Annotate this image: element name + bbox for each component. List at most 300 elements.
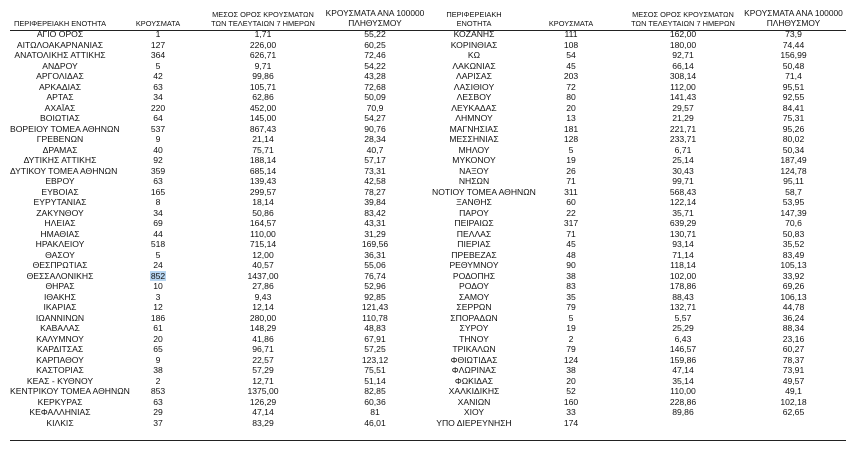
- cell-cases[interactable]: 20: [566, 375, 576, 386]
- cell-cases[interactable]: 174: [563, 417, 579, 428]
- cell-region[interactable]: ΧΙΟΥ: [463, 407, 485, 417]
- cell-region[interactable]: ΤΗΝΟΥ: [459, 333, 489, 344]
- cell-cases[interactable]: 65: [153, 344, 163, 354]
- cell-avg7[interactable]: 141,43: [669, 92, 697, 102]
- cell-region[interactable]: ΑΡΚΑΔΙΑΣ: [38, 81, 82, 92]
- cell-avg7[interactable]: 146,57: [669, 344, 697, 354]
- cell-per100k[interactable]: 92,85: [364, 291, 386, 302]
- cell-avg7[interactable]: 9,71: [254, 60, 272, 71]
- cell-per100k[interactable]: 73,91: [782, 365, 805, 375]
- cell-per100k[interactable]: 67,91: [364, 333, 386, 344]
- cell-cases[interactable]: 38: [566, 270, 576, 281]
- cell-cases[interactable]: 108: [563, 39, 579, 50]
- cell-avg7[interactable]: 1437,00: [247, 270, 279, 281]
- cell-avg7[interactable]: 139,43: [249, 176, 277, 186]
- cell-per100k[interactable]: 50,83: [782, 228, 805, 239]
- cell-per100k[interactable]: 81: [370, 407, 380, 417]
- cell-cases[interactable]: 35: [566, 291, 576, 302]
- cell-region[interactable]: ΗΜΑΘΙΑΣ: [40, 228, 80, 239]
- cell-region[interactable]: ΚΕΝΤΡΙΚΟΥ ΤΟΜΕΑ ΑΘΗΝΩΝ: [10, 386, 130, 396]
- cell-region[interactable]: ΛΕΣΒΟΥ: [456, 92, 492, 102]
- cell-per100k[interactable]: 54,22: [364, 60, 386, 71]
- cell-region[interactable]: ΧΑΝΙΩΝ: [457, 396, 491, 407]
- cell-region[interactable]: ΘΑΣΟΥ: [45, 249, 75, 260]
- cell-avg7[interactable]: 27,86: [252, 281, 274, 291]
- cell-avg7[interactable]: 228,86: [669, 396, 697, 407]
- cell-region[interactable]: ΘΗΡΑΣ: [45, 281, 75, 291]
- cell-avg7[interactable]: 105,71: [249, 81, 277, 92]
- cell-per100k[interactable]: 70,9: [366, 102, 384, 113]
- cell-region[interactable]: ΚΟΖΑΝΗΣ: [453, 29, 495, 39]
- cell-cases[interactable]: 38: [566, 365, 576, 375]
- cell-per100k[interactable]: 102,18: [780, 396, 807, 407]
- cell-cases[interactable]: 1: [155, 29, 161, 39]
- cell-region[interactable]: ΑΙΤΩΛΟΑΚΑΡΝΑΝΙΑΣ: [16, 39, 104, 50]
- cell-cases[interactable]: 3: [155, 291, 161, 302]
- cell-avg7[interactable]: 5,57: [674, 312, 692, 323]
- cell-region[interactable]: ΑΓΙΟ ΟΡΟΣ: [36, 29, 84, 39]
- cell-region[interactable]: ΕΥΡΥΤΑΝΙΑΣ: [33, 197, 87, 207]
- cell-avg7[interactable]: 112,00: [670, 81, 696, 92]
- cell-avg7[interactable]: [626, 418, 740, 429]
- cell-avg7[interactable]: 118,14: [670, 260, 696, 270]
- cell-cases[interactable]: 45: [566, 60, 576, 71]
- cell-avg7[interactable]: 1,71: [254, 29, 272, 39]
- cell-avg7[interactable]: 6,71: [674, 144, 692, 155]
- cell-region[interactable]: ΡΟΔΟΠΗΣ: [452, 270, 496, 281]
- cell-region[interactable]: ΡΟΔΟΥ: [459, 281, 489, 291]
- cell-avg7[interactable]: 188,14: [249, 155, 277, 165]
- cell-region[interactable]: ΕΥΒΟΙΑΣ: [41, 186, 79, 197]
- cell-region[interactable]: ΣΥΡΟΥ: [459, 323, 489, 333]
- cell-avg7[interactable]: 29,57: [672, 102, 694, 113]
- cell-avg7[interactable]: 226,00: [249, 39, 277, 50]
- cell-per100k[interactable]: 84,41: [782, 102, 805, 113]
- cell-per100k[interactable]: 55,06: [364, 260, 386, 270]
- cell-avg7[interactable]: 9,43: [254, 291, 272, 302]
- cell-region[interactable]: ΦΩΚΙΔΑΣ: [454, 375, 494, 386]
- cell-cases[interactable]: 63: [153, 396, 163, 407]
- cell-avg7[interactable]: 626,71: [249, 50, 277, 60]
- cell-cases[interactable]: 34: [153, 92, 163, 102]
- cell-avg7[interactable]: 66,14: [672, 60, 694, 71]
- cell-avg7[interactable]: 102,00: [669, 270, 697, 281]
- cell-avg7[interactable]: 685,14: [249, 165, 277, 176]
- cell-cases[interactable]: 8: [155, 197, 161, 207]
- cell-avg7[interactable]: 867,43: [249, 123, 277, 134]
- cell-per100k[interactable]: 36,31: [364, 249, 386, 260]
- cell-region[interactable]: ΚΑΒΑΛΑΣ: [40, 323, 80, 333]
- cell-region[interactable]: ΚΑΣΤΟΡΙΑΣ: [36, 365, 84, 375]
- cell-per100k[interactable]: 62,65: [782, 407, 805, 417]
- cell-cases[interactable]: 71: [566, 176, 576, 186]
- cell-region[interactable]: ΒΟΙΩΤΙΑΣ: [40, 113, 80, 123]
- cell-cases[interactable]: [110, 271, 206, 282]
- cell-region[interactable]: ΦΘΙΩΤΙΔΑΣ: [450, 354, 498, 365]
- cell-region[interactable]: ΞΑΝΘΗΣ: [456, 197, 492, 207]
- cell-region[interactable]: ΑΡΤΑΣ: [46, 92, 74, 102]
- cell-avg7[interactable]: 639,29: [669, 218, 697, 228]
- cell-per100k[interactable]: 71,4: [785, 71, 802, 81]
- cell-cases[interactable]: 33: [566, 407, 576, 417]
- cell-cases[interactable]: 29: [153, 407, 163, 417]
- cell-avg7[interactable]: 110,00: [670, 386, 696, 396]
- cell-cases[interactable]: 5: [568, 312, 574, 323]
- cell-region[interactable]: ΚΙΛΚΙΣ: [46, 417, 74, 428]
- cell-cases[interactable]: 83: [566, 281, 576, 291]
- cell-cases[interactable]: 518: [150, 239, 166, 249]
- cell-cases[interactable]: 92: [153, 155, 163, 165]
- cell-cases[interactable]: 61: [153, 323, 163, 333]
- cell-avg7[interactable]: 122,14: [669, 197, 697, 207]
- cell-per100k[interactable]: 54,27: [364, 113, 386, 123]
- cell-avg7[interactable]: 132,71: [669, 302, 697, 312]
- cell-avg7[interactable]: 178,86: [669, 281, 697, 291]
- cell-region[interactable]: ΜΥΚΟΝΟΥ: [452, 155, 496, 165]
- cell-region[interactable]: ΚΩ: [467, 50, 481, 60]
- cell-per100k[interactable]: 72,68: [364, 81, 386, 92]
- cell-region[interactable]: ΜΑΓΝΗΣΙΑΣ: [449, 123, 499, 134]
- cell-per100k[interactable]: 74,44: [782, 39, 805, 50]
- cell-avg7[interactable]: 99,86: [252, 71, 274, 81]
- cell-per100k[interactable]: 55,22: [364, 29, 386, 39]
- cell-region[interactable]: ΛΑΡΙΣΑΣ: [456, 71, 492, 81]
- cell-per100k[interactable]: 78,27: [364, 186, 386, 197]
- cell-avg7[interactable]: 233,71: [669, 134, 697, 144]
- cell-cases[interactable]: 19: [566, 155, 576, 165]
- cell-avg7[interactable]: 75,71: [252, 144, 274, 155]
- cell-per100k[interactable]: 187,49: [780, 155, 807, 165]
- cell-per100k[interactable]: 50,34: [782, 144, 805, 155]
- cell-region[interactable]: ΖΑΚΥΝΘΟΥ: [36, 207, 84, 218]
- cell-avg7[interactable]: 452,00: [249, 102, 277, 113]
- cell-per100k[interactable]: 50,48: [782, 60, 805, 71]
- cell-region[interactable]: ΚΕΡΚΥΡΑΣ: [37, 396, 83, 407]
- cell-cases[interactable]: 52: [566, 386, 576, 396]
- cell-cases[interactable]: 165: [150, 186, 166, 197]
- cell-cases[interactable]: 64: [153, 113, 163, 123]
- cell-cases[interactable]: 111: [564, 29, 578, 39]
- cell-cases[interactable]: 60: [566, 197, 576, 207]
- cell-per100k[interactable]: 70,6: [785, 218, 802, 228]
- cell-per100k[interactable]: 95,51: [782, 81, 805, 92]
- cell-avg7[interactable]: 35,71: [672, 207, 694, 218]
- cell-cases[interactable]: 69: [153, 218, 163, 228]
- cell-per100k[interactable]: 60,25: [364, 39, 386, 50]
- cell-per100k[interactable]: 83,49: [782, 249, 805, 260]
- cell-avg7[interactable]: 22,57: [252, 354, 274, 365]
- cell-avg7[interactable]: 180,00: [669, 39, 697, 50]
- cell-region[interactable]: ΛΕΥΚΑΔΑΣ: [451, 102, 497, 113]
- cell-cases[interactable]: 317: [563, 218, 579, 228]
- cell-region[interactable]: ΘΕΣΠΡΩΤΙΑΣ: [32, 260, 88, 270]
- cell-cases[interactable]: 26: [566, 165, 576, 176]
- cell-cases[interactable]: 127: [150, 39, 166, 50]
- cell-avg7[interactable]: 62,86: [252, 92, 274, 102]
- cell-cases[interactable]: 45: [566, 239, 576, 249]
- cell-cases[interactable]: 20: [153, 333, 163, 344]
- cell-per100k[interactable]: 82,85: [364, 386, 386, 396]
- cell-avg7[interactable]: 12,00: [252, 249, 274, 260]
- cell-region[interactable]: ΛΗΜΝΟΥ: [455, 113, 493, 123]
- cell-region[interactable]: ΚΕΑΣ - ΚΥΘΝΟΥ: [26, 375, 94, 386]
- cell-cases[interactable]: 537: [150, 123, 166, 134]
- cell-per100k[interactable]: 110,78: [362, 312, 388, 323]
- cell-region[interactable]: ΝΟΤΙΟΥ ΤΟΜΕΑ ΑΘΗΝΩΝ: [432, 186, 536, 197]
- cell-cases[interactable]: 124: [563, 354, 579, 365]
- cell-avg7[interactable]: 12,71: [252, 375, 274, 386]
- cell-avg7[interactable]: 83,29: [252, 417, 274, 428]
- cell-region[interactable]: ΑΧΑΪΑΣ: [44, 102, 76, 113]
- cell-cases[interactable]: 90: [566, 260, 576, 270]
- cell-per100k[interactable]: 60,36: [364, 396, 386, 407]
- cell-avg7[interactable]: 280,00: [249, 312, 277, 323]
- cell-per100k[interactable]: 92,55: [782, 92, 805, 102]
- cell-avg7[interactable]: 148,29: [249, 323, 277, 333]
- cell-cases[interactable]: 220: [150, 102, 166, 113]
- cell-avg7[interactable]: 99,71: [672, 176, 694, 186]
- cell-avg7[interactable]: 47,14: [672, 365, 694, 375]
- cell-region[interactable]: ΠΙΕΡΙΑΣ: [457, 239, 491, 249]
- cell-per100k[interactable]: 43,28: [364, 71, 386, 81]
- cell-cases[interactable]: 12: [153, 302, 163, 312]
- cell-per100k[interactable]: 90,76: [364, 123, 386, 134]
- cell-avg7[interactable]: 92,71: [672, 50, 694, 60]
- cell-region[interactable]: ΤΡΙΚΑΛΩΝ: [452, 344, 496, 354]
- cell-cases[interactable]: 5: [155, 60, 161, 71]
- cell-cases[interactable]: 40: [153, 144, 163, 155]
- cell-cases[interactable]: 63: [153, 81, 163, 92]
- cell-cases[interactable]: 79: [566, 302, 576, 312]
- cell-per100k[interactable]: 57,17: [364, 155, 386, 165]
- cell-avg7[interactable]: 88,43: [672, 291, 694, 302]
- cell-per100k[interactable]: 60,27: [782, 344, 805, 354]
- cell-region[interactable]: ΓΡΕΒΕΝΩΝ: [36, 134, 84, 144]
- cell-avg7[interactable]: 18,14: [252, 197, 274, 207]
- cell-cases[interactable]: 359: [150, 165, 166, 176]
- cell-cases[interactable]: 22: [566, 207, 576, 218]
- cell-avg7[interactable]: 50,86: [252, 207, 274, 218]
- cell-per100k[interactable]: 43,31: [364, 218, 386, 228]
- cell-cases[interactable]: 9: [155, 354, 161, 365]
- cell-per100k[interactable]: 169,56: [361, 239, 389, 249]
- cell-cases[interactable]: 9: [155, 134, 161, 144]
- cell-avg7[interactable]: 568,43: [669, 186, 697, 197]
- cell-region[interactable]: ΗΡΑΚΛΕΙΟΥ: [35, 239, 85, 249]
- cell-cases[interactable]: 34: [153, 207, 163, 218]
- cell-per100k[interactable]: [740, 418, 847, 429]
- cell-avg7[interactable]: 110,00: [250, 228, 276, 239]
- cell-per100k[interactable]: 75,31: [782, 113, 805, 123]
- cell-avg7[interactable]: 159,86: [669, 354, 697, 365]
- cell-cases[interactable]: 48: [566, 249, 576, 260]
- cell-cases[interactable]: 63: [153, 176, 163, 186]
- cell-avg7[interactable]: 1375,00: [247, 386, 279, 396]
- cell-per100k[interactable]: 83,42: [364, 207, 386, 218]
- cell-region[interactable]: ΠΑΡΟΥ: [459, 207, 489, 218]
- cell-per100k[interactable]: 72,46: [364, 50, 386, 60]
- cell-region[interactable]: ΙΘΑΚΗΣ: [44, 291, 76, 302]
- cell-cases[interactable]: 128: [563, 134, 579, 144]
- cell-cases[interactable]: 181: [563, 123, 579, 134]
- cell-avg7[interactable]: 126,29: [249, 396, 277, 407]
- cell-avg7[interactable]: 47,14: [252, 407, 274, 417]
- cell-region[interactable]: ΦΛΩΡΙΝΑΣ: [451, 365, 497, 375]
- cell-per100k[interactable]: 39,84: [364, 197, 386, 207]
- cell-avg7[interactable]: 6,43: [674, 333, 692, 344]
- cell-per100k[interactable]: 57,25: [364, 344, 386, 354]
- cell-avg7[interactable]: 35,14: [672, 375, 694, 386]
- cell-cases[interactable]: 10: [153, 281, 163, 291]
- cell-per100k[interactable]: 28,34: [364, 134, 386, 144]
- cell-region[interactable]: ΙΚΑΡΙΑΣ: [43, 302, 77, 312]
- cell-region[interactable]: ΚΑΛΥΜΝΟΥ: [36, 333, 84, 344]
- cell-region[interactable]: ΣΕΡΡΩΝ: [456, 302, 492, 312]
- cell-region[interactable]: ΜΕΣΣΗΝΙΑΣ: [449, 134, 499, 144]
- cell-avg7[interactable]: 89,86: [672, 407, 694, 417]
- cell-avg7[interactable]: 25,29: [672, 323, 694, 333]
- cell-region[interactable]: ΝΗΣΩΝ: [458, 176, 490, 186]
- cell-avg7[interactable]: 57,29: [252, 365, 274, 375]
- cell-cases[interactable]: 364: [150, 50, 166, 60]
- cell-region[interactable]: ΑΝΑΤΟΛΙΚΗΣ ΑΤΤΙΚΗΣ: [14, 50, 106, 60]
- cell-avg7[interactable]: 130,71: [669, 228, 697, 239]
- cell-per100k[interactable]: 44,78: [782, 302, 805, 312]
- cell-per100k[interactable]: 76,74: [364, 270, 386, 281]
- cell-per100k[interactable]: 73,9: [785, 29, 802, 39]
- cell-per100k[interactable]: 31,29: [364, 228, 386, 239]
- cell-cases[interactable]: 5: [568, 144, 574, 155]
- cell-region[interactable]: ΒΟΡΕΙΟΥ ΤΟΜΕΑ ΑΘΗΝΩΝ: [10, 123, 120, 134]
- cell-cases[interactable]: 42: [153, 71, 163, 81]
- cell-per100k[interactable]: 105,13: [780, 260, 807, 270]
- cell-per100k[interactable]: 124,78: [780, 165, 807, 176]
- cell-region[interactable]: ΚΑΡΔΙΤΣΑΣ: [36, 344, 84, 354]
- cell-region[interactable]: ΗΛΕΙΑΣ: [44, 218, 76, 228]
- cell-avg7[interactable]: 12,14: [252, 302, 274, 312]
- cell-avg7[interactable]: 40,57: [252, 260, 274, 270]
- cell-region[interactable]: ΘΕΣΣΑΛΟΝΙΚΗΣ: [26, 270, 94, 281]
- cell-avg7[interactable]: 299,57: [249, 186, 277, 197]
- cell-avg7[interactable]: 221,71: [669, 123, 697, 134]
- cell-region[interactable]: ΠΡΕΒΕΖΑΣ: [451, 249, 497, 260]
- cell-cases[interactable]: 5: [155, 249, 161, 260]
- cell-region[interactable]: ΣΠΟΡΑΔΩΝ: [450, 312, 498, 323]
- cell-per100k[interactable]: 42,58: [364, 176, 386, 186]
- cell-per100k[interactable]: 147,39: [780, 207, 807, 218]
- cell-cases[interactable]: 38: [153, 365, 163, 375]
- cell-cases[interactable]: 79: [566, 344, 576, 354]
- cell-per100k[interactable]: 73,31: [364, 165, 386, 176]
- cell-cases[interactable]: 2: [155, 375, 161, 386]
- cell-cases[interactable]: 203: [563, 71, 579, 81]
- cell-region[interactable]: ΔΥΤΙΚΗΣ ΑΤΤΙΚΗΣ: [23, 155, 97, 165]
- cell-avg7[interactable]: 164,57: [249, 218, 277, 228]
- cell-avg7[interactable]: 21,14: [252, 134, 274, 144]
- cell-cases[interactable]: 37: [153, 417, 163, 428]
- cell-per100k[interactable]: 40,7: [366, 144, 384, 155]
- cell-region[interactable]: ΕΒΡΟΥ: [45, 176, 75, 186]
- cell-cases[interactable]: 20: [566, 102, 576, 113]
- cell-cases[interactable]: 186: [150, 312, 166, 323]
- cell-per100k[interactable]: 51,14: [364, 375, 386, 386]
- cell-region[interactable]: ΔΡΑΜΑΣ: [42, 144, 78, 155]
- cell-avg7[interactable]: 96,71: [252, 344, 274, 354]
- cell-per100k[interactable]: 36,24: [782, 312, 805, 323]
- cell-avg7[interactable]: 162,00: [669, 29, 697, 39]
- cell-region[interactable]: ΣΑΜΟΥ: [458, 291, 490, 302]
- cell-cases[interactable]: 24: [153, 260, 163, 270]
- cell-region[interactable]: ΑΝΔΡΟΥ: [42, 60, 78, 71]
- cell-region[interactable]: ΚΟΡΙΝΘΙΑΣ: [450, 39, 498, 50]
- cell-cases[interactable]: 311: [564, 186, 578, 197]
- cell-cases[interactable]: 853: [150, 386, 166, 396]
- cell-region[interactable]: ΙΩΑΝΝΙΝΩΝ: [35, 312, 85, 323]
- cell-cases[interactable]: 44: [153, 228, 163, 239]
- cell-per100k[interactable]: 80,02: [782, 134, 805, 144]
- cell-region[interactable]: ΠΕΛΛΑΣ: [456, 228, 492, 239]
- cell-cases[interactable]: 160: [563, 396, 579, 407]
- cell-region[interactable]: ΠΕΙΡΑΙΩΣ: [454, 218, 494, 228]
- cell-per100k[interactable]: 95,26: [782, 123, 805, 134]
- cell-region[interactable]: ΑΡΓΟΛΙΔΑΣ: [36, 71, 84, 81]
- cell-cases[interactable]: 13: [566, 113, 576, 123]
- cell-avg7[interactable]: 715,14: [249, 239, 277, 249]
- cell-per100k[interactable]: 95,11: [783, 176, 804, 186]
- cell-region[interactable]: ΛΑΣΙΘΙΟΥ: [453, 81, 495, 92]
- cell-per100k[interactable]: 48,83: [364, 323, 386, 333]
- cell-per100k[interactable]: 23,16: [782, 333, 805, 344]
- cell-per100k[interactable]: 53,95: [782, 197, 805, 207]
- cell-cases[interactable]: 2: [568, 333, 574, 344]
- cell-avg7[interactable]: 145,00: [249, 113, 277, 123]
- cell-cases[interactable]: 54: [566, 50, 576, 60]
- cell-per100k[interactable]: 88,34: [782, 323, 805, 333]
- cell-per100k[interactable]: 69,26: [782, 281, 805, 291]
- cell-cases[interactable]: 80: [566, 92, 576, 102]
- cell-region[interactable]: ΝΑΞΟΥ: [459, 165, 489, 176]
- cell-region[interactable]: ΛΑΚΩΝΙΑΣ: [452, 60, 496, 71]
- cell-cases[interactable]: 72: [566, 81, 576, 92]
- cell-per100k[interactable]: 106,13: [780, 291, 807, 302]
- cell-avg7[interactable]: 41,86: [252, 333, 274, 344]
- cell-cases[interactable]: 19: [566, 323, 576, 333]
- cell-per100k[interactable]: 33,92: [782, 270, 805, 281]
- cell-avg7[interactable]: 21,29: [672, 113, 694, 123]
- cell-per100k[interactable]: 50,09: [364, 92, 386, 102]
- cell-cases[interactable]: 71: [566, 228, 576, 239]
- cell-per100k[interactable]: 52,96: [364, 281, 386, 291]
- cell-per100k[interactable]: 78,37: [782, 354, 805, 365]
- cell-region[interactable]: ΧΑΛΚΙΔΙΚΗΣ: [448, 386, 500, 396]
- cell-region[interactable]: ΚΕΦΑΛΛΗΝΙΑΣ: [29, 407, 91, 417]
- cell-per100k[interactable]: 75,51: [364, 365, 386, 375]
- cell-per100k[interactable]: 156,99: [780, 50, 807, 60]
- cell-avg7[interactable]: 30,43: [672, 165, 694, 176]
- cell-per100k[interactable]: 35,52: [782, 239, 805, 249]
- cell-avg7[interactable]: 25,14: [672, 155, 694, 165]
- cell-per100k[interactable]: 121,43: [361, 302, 389, 312]
- cell-region[interactable]: ΜΗΛΟΥ: [458, 144, 490, 155]
- cell-per100k[interactable]: 49,57: [782, 375, 805, 386]
- cell-per100k[interactable]: 49,1: [785, 386, 802, 396]
- cell-per100k[interactable]: 123,12: [361, 354, 389, 365]
- cell-avg7[interactable]: 308,14: [669, 71, 697, 81]
- cell-avg7[interactable]: 93,14: [672, 239, 694, 249]
- cell-region[interactable]: ΡΕΘΥΜΝΟΥ: [449, 260, 499, 270]
- cell-region[interactable]: ΥΠΟ ΔΙΕΡΕΥΝΗΣΗ: [436, 417, 512, 428]
- cell-region[interactable]: ΔΥΤΙΚΟΥ ΤΟΜΕΑ ΑΘΗΝΩΝ: [10, 165, 118, 176]
